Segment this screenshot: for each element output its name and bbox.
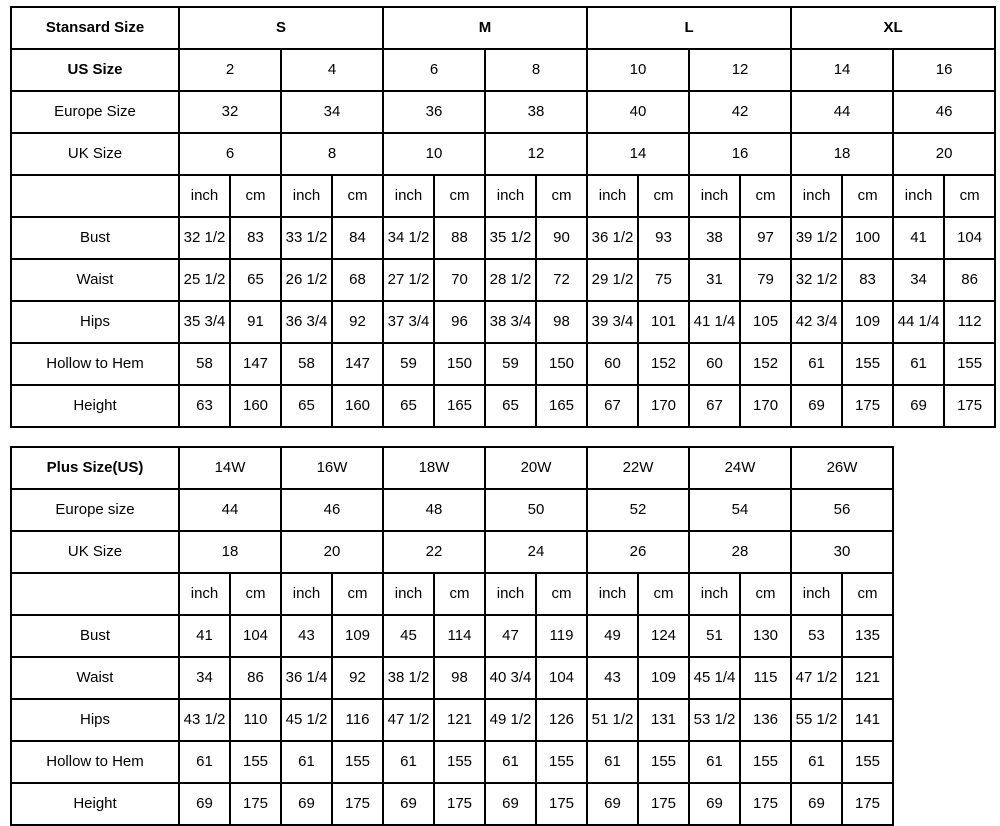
plus-row-label-height: Height (11, 783, 179, 825)
uk-size-7: 20 (893, 133, 995, 175)
unit-7: cm (536, 175, 587, 217)
europe-size-4: 40 (587, 91, 689, 133)
plus-waist-val-11: 115 (740, 657, 791, 699)
us-size-3: 8 (485, 49, 587, 91)
bust-val-10: 38 (689, 217, 740, 259)
hips-val-10: 41 1/4 (689, 301, 740, 343)
plus-row-filler-5 (893, 657, 995, 699)
height-val-7: 165 (536, 385, 587, 427)
bust-val-2: 33 1/2 (281, 217, 332, 259)
plus-row-label-hips: Hips (11, 699, 179, 741)
hips-val-9: 101 (638, 301, 689, 343)
hips-val-14: 44 1/4 (893, 301, 944, 343)
bust-val-5: 88 (434, 217, 485, 259)
bust-val-6: 35 1/2 (485, 217, 536, 259)
plus-row-label-hollow-to-hem: Hollow to Hem (11, 741, 179, 783)
plus-bust-val-12: 53 (791, 615, 842, 657)
unit-1: cm (230, 175, 281, 217)
plus-row-label-waist: Waist (11, 657, 179, 699)
hollow-val-15: 155 (944, 343, 995, 385)
plus-unit-7: cm (536, 573, 587, 615)
uk-size-5: 16 (689, 133, 791, 175)
plus-waist-val-12: 47 1/2 (791, 657, 842, 699)
bust-val-11: 97 (740, 217, 791, 259)
plus-corner-label: Plus Size(US) (11, 447, 179, 489)
plus-unit-5: cm (434, 573, 485, 615)
plus-height-val-10: 69 (689, 783, 740, 825)
table-row-hollow-to-hem (11, 343, 995, 385)
height-val-11: 170 (740, 385, 791, 427)
plus-bust-val-9: 124 (638, 615, 689, 657)
hollow-val-6: 59 (485, 343, 536, 385)
europe-size-6: 44 (791, 91, 893, 133)
plus-europe-size-3: 50 (485, 489, 587, 531)
plus-unit-10: inch (689, 573, 740, 615)
uk-size-1: 8 (281, 133, 383, 175)
plus-height-val-2: 69 (281, 783, 332, 825)
plus-table-row-bust (11, 615, 995, 657)
europe-size-1: 34 (281, 91, 383, 133)
plus-unit-6: inch (485, 573, 536, 615)
size-group-s: S (179, 7, 383, 49)
plus-europe-size-0: 44 (179, 489, 281, 531)
plus-hips-val-8: 51 1/2 (587, 699, 638, 741)
height-val-0: 63 (179, 385, 230, 427)
plus-size-6: 26W (791, 447, 893, 489)
plus-hollow-val-13: 155 (842, 741, 893, 783)
hips-val-5: 96 (434, 301, 485, 343)
plus-size-5: 24W (689, 447, 791, 489)
plus-height-val-3: 175 (332, 783, 383, 825)
plus-height-val-12: 69 (791, 783, 842, 825)
hips-val-1: 91 (230, 301, 281, 343)
waist-val-8: 29 1/2 (587, 259, 638, 301)
plus-unit-2: inch (281, 573, 332, 615)
plus-waist-val-8: 43 (587, 657, 638, 699)
plus-row-filler-4 (893, 615, 995, 657)
uk-size-4: 14 (587, 133, 689, 175)
hollow-val-13: 155 (842, 343, 893, 385)
plus-size-1: 16W (281, 447, 383, 489)
plus-height-val-6: 69 (485, 783, 536, 825)
plus-waist-val-2: 36 1/4 (281, 657, 332, 699)
plus-hips-val-12: 55 1/2 (791, 699, 842, 741)
plus-bust-val-5: 114 (434, 615, 485, 657)
plus-height-val-9: 175 (638, 783, 689, 825)
height-val-3: 160 (332, 385, 383, 427)
unit-4: inch (383, 175, 434, 217)
plus-table-row-height (11, 783, 995, 825)
height-val-4: 65 (383, 385, 434, 427)
bust-val-9: 93 (638, 217, 689, 259)
plus-bust-val-11: 130 (740, 615, 791, 657)
us-size-7: 16 (893, 49, 995, 91)
height-val-13: 175 (842, 385, 893, 427)
plus-europe-size-6: 56 (791, 489, 893, 531)
plus-uk-size-0: 18 (179, 531, 281, 573)
plus-hollow-val-12: 61 (791, 741, 842, 783)
unit-12: inch (791, 175, 842, 217)
size-group-m: M (383, 7, 587, 49)
plus-row-filler-2 (893, 531, 995, 573)
plus-uk-size-3: 24 (485, 531, 587, 573)
plus-hips-val-10: 53 1/2 (689, 699, 740, 741)
plus-europe-size-2: 48 (383, 489, 485, 531)
hollow-val-14: 61 (893, 343, 944, 385)
plus-height-val-0: 69 (179, 783, 230, 825)
bust-val-3: 84 (332, 217, 383, 259)
plus-hollow-val-0: 61 (179, 741, 230, 783)
plus-table-row-waist (11, 657, 995, 699)
units-row-empty-label (11, 175, 179, 217)
standard-corner-label: Stansard Size (11, 7, 179, 49)
plus-hips-val-0: 43 1/2 (179, 699, 230, 741)
bust-val-1: 83 (230, 217, 281, 259)
waist-val-2: 26 1/2 (281, 259, 332, 301)
plus-row-filler-8 (893, 783, 995, 825)
unit-8: inch (587, 175, 638, 217)
plus-hollow-val-5: 155 (434, 741, 485, 783)
plus-height-val-11: 175 (740, 783, 791, 825)
row-label-us-size: US Size (11, 49, 179, 91)
table-row-us-size (11, 49, 995, 91)
hollow-val-8: 60 (587, 343, 638, 385)
unit-3: cm (332, 175, 383, 217)
plus-unit-12: inch (791, 573, 842, 615)
plus-row-label-uk-size: UK Size (11, 531, 179, 573)
unit-15: cm (944, 175, 995, 217)
table-row-units (11, 175, 995, 217)
hollow-val-10: 60 (689, 343, 740, 385)
plus-hips-val-6: 49 1/2 (485, 699, 536, 741)
waist-val-15: 86 (944, 259, 995, 301)
hips-val-11: 105 (740, 301, 791, 343)
plus-waist-val-0: 34 (179, 657, 230, 699)
plus-hollow-val-11: 155 (740, 741, 791, 783)
plus-hips-val-13: 141 (842, 699, 893, 741)
height-val-1: 160 (230, 385, 281, 427)
table-row-hips (11, 301, 995, 343)
plus-row-filler-1 (893, 489, 995, 531)
plus-hips-val-9: 131 (638, 699, 689, 741)
table-row-height (11, 385, 995, 427)
europe-size-5: 42 (689, 91, 791, 133)
plus-bust-val-1: 104 (230, 615, 281, 657)
plus-row-filler-6 (893, 699, 995, 741)
plus-height-val-1: 175 (230, 783, 281, 825)
waist-val-6: 28 1/2 (485, 259, 536, 301)
plus-bust-val-2: 43 (281, 615, 332, 657)
plus-bust-val-6: 47 (485, 615, 536, 657)
plus-uk-size-5: 28 (689, 531, 791, 573)
plus-bust-val-7: 119 (536, 615, 587, 657)
plus-europe-size-1: 46 (281, 489, 383, 531)
hips-val-7: 98 (536, 301, 587, 343)
plus-hips-val-5: 121 (434, 699, 485, 741)
plus-unit-0: inch (179, 573, 230, 615)
plus-size-4: 22W (587, 447, 689, 489)
plus-hips-val-7: 126 (536, 699, 587, 741)
height-val-2: 65 (281, 385, 332, 427)
plus-bust-val-8: 49 (587, 615, 638, 657)
height-val-6: 65 (485, 385, 536, 427)
hollow-val-11: 152 (740, 343, 791, 385)
plus-size-table (10, 446, 996, 826)
plus-table-row-hollow-to-hem (11, 741, 995, 783)
table-row-size-groups (11, 7, 995, 49)
bust-val-4: 34 1/2 (383, 217, 434, 259)
plus-uk-size-1: 20 (281, 531, 383, 573)
us-size-0: 2 (179, 49, 281, 91)
plus-table-row-uk-size (11, 531, 995, 573)
plus-europe-size-4: 52 (587, 489, 689, 531)
plus-uk-size-2: 22 (383, 531, 485, 573)
plus-waist-val-9: 109 (638, 657, 689, 699)
plus-table-row-hips (11, 699, 995, 741)
waist-val-4: 27 1/2 (383, 259, 434, 301)
plus-unit-3: cm (332, 573, 383, 615)
hips-val-6: 38 3/4 (485, 301, 536, 343)
plus-height-val-13: 175 (842, 783, 893, 825)
size-group-xl: XL (791, 7, 995, 49)
height-val-8: 67 (587, 385, 638, 427)
plus-hollow-val-9: 155 (638, 741, 689, 783)
bust-val-15: 104 (944, 217, 995, 259)
plus-hollow-val-6: 61 (485, 741, 536, 783)
plus-unit-11: cm (740, 573, 791, 615)
plus-row-filler-3 (893, 573, 995, 615)
plus-unit-4: inch (383, 573, 434, 615)
height-val-10: 67 (689, 385, 740, 427)
hips-val-15: 112 (944, 301, 995, 343)
row-label-bust: Bust (11, 217, 179, 259)
plus-hips-val-4: 47 1/2 (383, 699, 434, 741)
plus-waist-val-10: 45 1/4 (689, 657, 740, 699)
bust-val-13: 100 (842, 217, 893, 259)
height-val-15: 175 (944, 385, 995, 427)
plus-table-row-sizes (11, 447, 995, 489)
plus-hollow-val-7: 155 (536, 741, 587, 783)
table-row-waist (11, 259, 995, 301)
plus-hollow-val-1: 155 (230, 741, 281, 783)
plus-row-filler-7 (893, 741, 995, 783)
hollow-val-9: 152 (638, 343, 689, 385)
bust-val-0: 32 1/2 (179, 217, 230, 259)
plus-height-val-8: 69 (587, 783, 638, 825)
table-row-bust (11, 217, 995, 259)
plus-waist-val-5: 98 (434, 657, 485, 699)
hollow-val-4: 59 (383, 343, 434, 385)
plus-hollow-val-8: 61 (587, 741, 638, 783)
plus-row-label-europe-size: Europe size (11, 489, 179, 531)
plus-hips-val-1: 110 (230, 699, 281, 741)
plus-height-val-4: 69 (383, 783, 434, 825)
height-val-9: 170 (638, 385, 689, 427)
row-label-hollow-to-hem: Hollow to Hem (11, 343, 179, 385)
hollow-val-1: 147 (230, 343, 281, 385)
plus-height-val-7: 175 (536, 783, 587, 825)
row-label-hips: Hips (11, 301, 179, 343)
table-row-europe-size (11, 91, 995, 133)
hollow-val-0: 58 (179, 343, 230, 385)
row-label-waist: Waist (11, 259, 179, 301)
plus-waist-val-7: 104 (536, 657, 587, 699)
plus-europe-size-5: 54 (689, 489, 791, 531)
plus-uk-size-6: 30 (791, 531, 893, 573)
plus-waist-val-13: 121 (842, 657, 893, 699)
europe-size-7: 46 (893, 91, 995, 133)
plus-unit-1: cm (230, 573, 281, 615)
hips-val-12: 42 3/4 (791, 301, 842, 343)
europe-size-2: 36 (383, 91, 485, 133)
unit-6: inch (485, 175, 536, 217)
waist-val-10: 31 (689, 259, 740, 301)
unit-2: inch (281, 175, 332, 217)
plus-hips-val-3: 116 (332, 699, 383, 741)
us-size-6: 14 (791, 49, 893, 91)
hollow-val-3: 147 (332, 343, 383, 385)
height-val-14: 69 (893, 385, 944, 427)
waist-val-7: 72 (536, 259, 587, 301)
europe-size-3: 38 (485, 91, 587, 133)
hips-val-4: 37 3/4 (383, 301, 434, 343)
waist-val-11: 79 (740, 259, 791, 301)
plus-size-0: 14W (179, 447, 281, 489)
unit-10: inch (689, 175, 740, 217)
plus-height-val-5: 175 (434, 783, 485, 825)
waist-val-13: 83 (842, 259, 893, 301)
hips-val-8: 39 3/4 (587, 301, 638, 343)
plus-units-row-empty-label (11, 573, 179, 615)
plus-size-3: 20W (485, 447, 587, 489)
hips-val-0: 35 3/4 (179, 301, 230, 343)
hollow-val-12: 61 (791, 343, 842, 385)
hips-val-13: 109 (842, 301, 893, 343)
row-label-europe-size: Europe Size (11, 91, 179, 133)
plus-bust-val-10: 51 (689, 615, 740, 657)
uk-size-6: 18 (791, 133, 893, 175)
plus-bust-val-4: 45 (383, 615, 434, 657)
plus-waist-val-6: 40 3/4 (485, 657, 536, 699)
plus-row-filler-0 (893, 447, 995, 489)
height-val-5: 165 (434, 385, 485, 427)
plus-waist-val-4: 38 1/2 (383, 657, 434, 699)
europe-size-0: 32 (179, 91, 281, 133)
plus-uk-size-4: 26 (587, 531, 689, 573)
plus-table-row-units (11, 573, 995, 615)
plus-unit-13: cm (842, 573, 893, 615)
waist-val-14: 34 (893, 259, 944, 301)
uk-size-2: 10 (383, 133, 485, 175)
standard-size-table (10, 6, 996, 428)
hollow-val-2: 58 (281, 343, 332, 385)
plus-hollow-val-4: 61 (383, 741, 434, 783)
bust-val-7: 90 (536, 217, 587, 259)
us-size-5: 12 (689, 49, 791, 91)
waist-val-1: 65 (230, 259, 281, 301)
height-val-12: 69 (791, 385, 842, 427)
bust-val-8: 36 1/2 (587, 217, 638, 259)
hips-val-3: 92 (332, 301, 383, 343)
plus-waist-val-1: 86 (230, 657, 281, 699)
us-size-1: 4 (281, 49, 383, 91)
unit-14: inch (893, 175, 944, 217)
plus-size-2: 18W (383, 447, 485, 489)
plus-unit-8: inch (587, 573, 638, 615)
bust-val-12: 39 1/2 (791, 217, 842, 259)
plus-table-row-europe-size (11, 489, 995, 531)
unit-11: cm (740, 175, 791, 217)
plus-hips-val-2: 45 1/2 (281, 699, 332, 741)
us-size-2: 6 (383, 49, 485, 91)
waist-val-9: 75 (638, 259, 689, 301)
plus-bust-val-0: 41 (179, 615, 230, 657)
waist-val-0: 25 1/2 (179, 259, 230, 301)
hollow-val-7: 150 (536, 343, 587, 385)
plus-row-label-bust: Bust (11, 615, 179, 657)
us-size-4: 10 (587, 49, 689, 91)
hollow-val-5: 150 (434, 343, 485, 385)
plus-bust-val-13: 135 (842, 615, 893, 657)
row-label-height: Height (11, 385, 179, 427)
plus-waist-val-3: 92 (332, 657, 383, 699)
waist-val-5: 70 (434, 259, 485, 301)
bust-val-14: 41 (893, 217, 944, 259)
waist-val-12: 32 1/2 (791, 259, 842, 301)
unit-9: cm (638, 175, 689, 217)
unit-13: cm (842, 175, 893, 217)
unit-5: cm (434, 175, 485, 217)
table-gap-divider (10, 428, 990, 446)
row-label-uk-size: UK Size (11, 133, 179, 175)
plus-hollow-val-3: 155 (332, 741, 383, 783)
table-row-uk-size (11, 133, 995, 175)
uk-size-0: 6 (179, 133, 281, 175)
plus-bust-val-3: 109 (332, 615, 383, 657)
waist-val-3: 68 (332, 259, 383, 301)
unit-0: inch (179, 175, 230, 217)
plus-hollow-val-2: 61 (281, 741, 332, 783)
uk-size-3: 12 (485, 133, 587, 175)
hips-val-2: 36 3/4 (281, 301, 332, 343)
plus-hollow-val-10: 61 (689, 741, 740, 783)
plus-unit-9: cm (638, 573, 689, 615)
size-group-l: L (587, 7, 791, 49)
plus-hips-val-11: 136 (740, 699, 791, 741)
